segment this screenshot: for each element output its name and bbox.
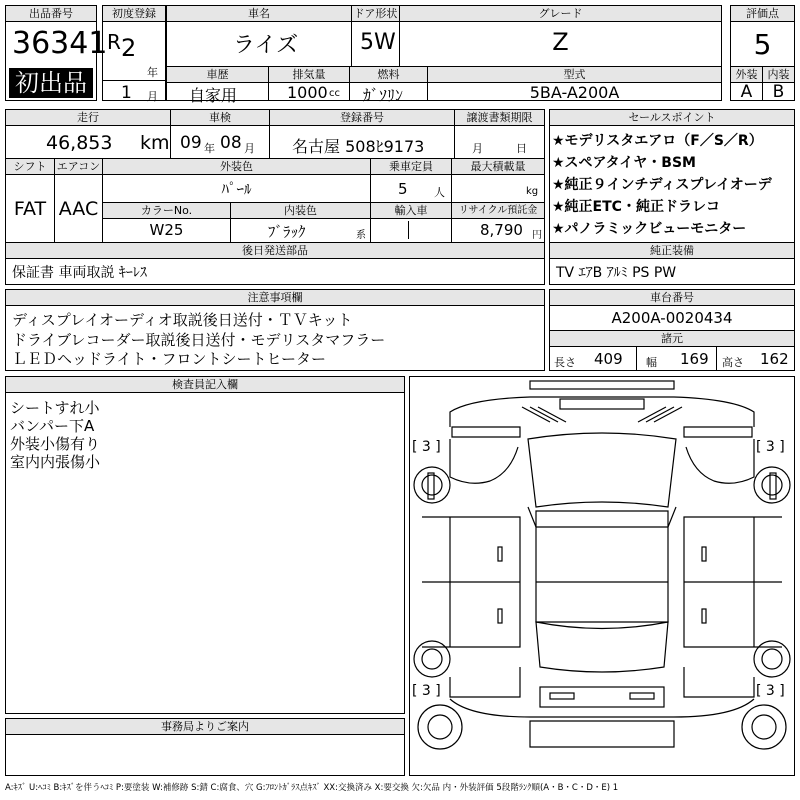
car-diagram [409,376,795,776]
int-color-label: 内装色 [231,203,370,219]
color-no-label: カラーNo. [103,203,230,219]
chassis-box [549,289,795,371]
inspector-box [5,376,405,714]
mileage-label: 走行 [6,110,170,126]
damage-mark: [ 3 ] [756,683,785,699]
plate-number: 名古屋 508ﾋ9173 [292,137,425,156]
sales-point-item: ★純正９インチディスプレイオーデ [552,177,772,193]
color-no: W25 [149,221,184,239]
chassis-label: 車台番号 [550,290,794,306]
door-label: ドア形状 [353,7,398,20]
grade: Z [552,28,569,56]
inspector-line: 室内内張傷小 [10,453,101,471]
sales-point-item: ★パノラミックビューモニター [552,221,747,237]
transfer-day: 日 [516,142,527,155]
damage-mark: [ 3 ] [412,439,441,455]
car-name-label: 車名 [167,6,351,22]
notes-box [5,289,545,371]
inspector-label: 検査員記入欄 [6,377,404,393]
sales-points-label: セールスポイント [550,110,794,126]
note-line: ディスプレイオーディオ取説後日送付・ＴＶキット [12,311,353,329]
note-line: ＬＥＤヘッドライト・フロントシートヒーター [12,350,326,368]
year-unit: 年 [147,66,158,79]
inspector-line: シートすれ小 [10,399,100,417]
ac: AAC [58,198,99,220]
recycle-label: リサイクル預託金 [452,203,544,219]
height: 162 [760,350,789,368]
ext-color-label: 外装色 [103,159,370,175]
lot-number: 36341 [12,26,108,61]
score-box [730,5,795,101]
damage-mark: [ 3 ] [756,439,785,455]
recycle-fee: 8,790 [480,221,523,239]
inspector-line: 外装小傷有り [10,435,101,453]
height-label: 高さ [722,356,744,369]
shift: FAT [13,198,47,220]
car-info-box [166,5,722,105]
dims-label: 諸元 [550,331,794,347]
insp-year-unit: 年 [204,142,215,155]
int-color-unit: 系 [356,230,366,241]
car-outline-diagram [410,377,794,775]
ext-grade-label: 外装 [731,67,762,83]
standard-equipment-label: 純正装備 [550,243,794,259]
inspector-line: バンパー下A [10,417,95,435]
damage-mark: [ 3 ] [412,683,441,699]
standard-equipment: TV ｴｱB ｱﾙﾐ PS PW [556,265,677,281]
import-label: 輸入車 [371,203,451,219]
era: R [107,30,121,54]
sales-point-item: ★モデリスタエアロ（F／S／R） [552,133,763,149]
length-label: 長さ [554,356,576,369]
details-box [5,109,545,285]
grade-label: グレード [400,6,721,22]
mileage: 46,853 [46,132,113,154]
chassis-number: A200A-0020434 [611,309,733,327]
sales-point-item: ★スペアタイヤ・BSM [552,155,696,171]
insp-month-unit: 月 [244,142,255,155]
insp-year: 09 [180,133,202,153]
shift-label: シフト [6,159,54,175]
plate-label: 登録番号 [270,110,454,126]
lot-box [5,5,108,101]
first-listing-badge: 初出品 [9,68,93,98]
inspection-label: 車検 [171,110,269,126]
import-box [408,221,429,239]
transfer-label: 譲渡書類期限 [455,110,544,126]
length: 409 [594,350,623,368]
capacity-label: 乗車定員 [371,159,451,175]
ext-color: ﾊﾟｰﾙ [221,180,252,198]
ext-grade: A [740,82,753,102]
capacity-unit: 人 [434,186,445,199]
displacement-label: 排気量 [269,67,349,83]
legend: A:ｷｽﾞ U:ﾍｺﾐ B:ｷｽﾞを伴うﾍｺﾐ P:要塗装 W:補修跡 S:錆 C:腐食、穴 G:ﾌﾛﾝﾄｶﾞﾗｽ点ｷｽﾞ XX:交換済み X:要交換 欠:欠品 内・外装評価 5段階ﾗﾝｸ順(A・B・C・D・E) 1 [5,783,619,793]
model-label: 型式 [428,67,721,83]
width-label: 幅 [646,356,657,369]
later-parts: 保証書 車両取説 ｷｰﾚｽ [12,265,147,281]
sales-points-box [549,109,795,285]
later-parts-label: 後日発送部品 [6,243,544,259]
lot-label: 出品番号 [6,6,96,22]
yen-unit: 円 [532,230,542,241]
int-grade-label: 内装 [763,67,794,83]
history: 自家用 [189,86,238,105]
load-label: 最大積載量 [452,159,544,175]
notes-label: 注意事項欄 [6,290,544,306]
cc-unit: cc [329,88,340,99]
door-type: 5W [360,30,396,55]
month-unit: 月 [147,90,158,103]
office-label: 事務局よりご案内 [6,719,404,735]
insp-month: 08 [220,133,242,153]
score: 5 [753,28,772,61]
history-label: 車歴 [167,67,268,83]
int-grade: B [772,82,785,102]
transfer-month: 月 [472,142,483,155]
sales-point-item: ★純正ETC・純正ドラレコ [552,199,720,215]
ac-label: エアコン [56,160,101,173]
capacity: 5 [398,180,408,198]
displacement: 1000 [287,83,328,102]
fuel: ｶﾞｿﾘﾝ [363,86,404,105]
office-box [5,718,405,776]
first-reg-label: 初度登録 [103,6,165,22]
fuel-label: 燃料 [350,67,427,83]
note-line: ドライブレコーダー取説後日送付・モデリスタマフラー [12,331,386,349]
km-unit: km [140,132,170,154]
car-name: ライズ [233,33,299,58]
width: 169 [680,350,709,368]
first-registration-box [102,5,166,101]
int-color: ﾌﾞﾗｯｸ [268,223,306,241]
reg-month: 1 [121,83,132,103]
model-code: 5BA-A200A [529,83,620,102]
reg-year: 2 [121,34,137,62]
score-label: 評価点 [731,6,794,22]
load-unit: kg [526,186,539,197]
